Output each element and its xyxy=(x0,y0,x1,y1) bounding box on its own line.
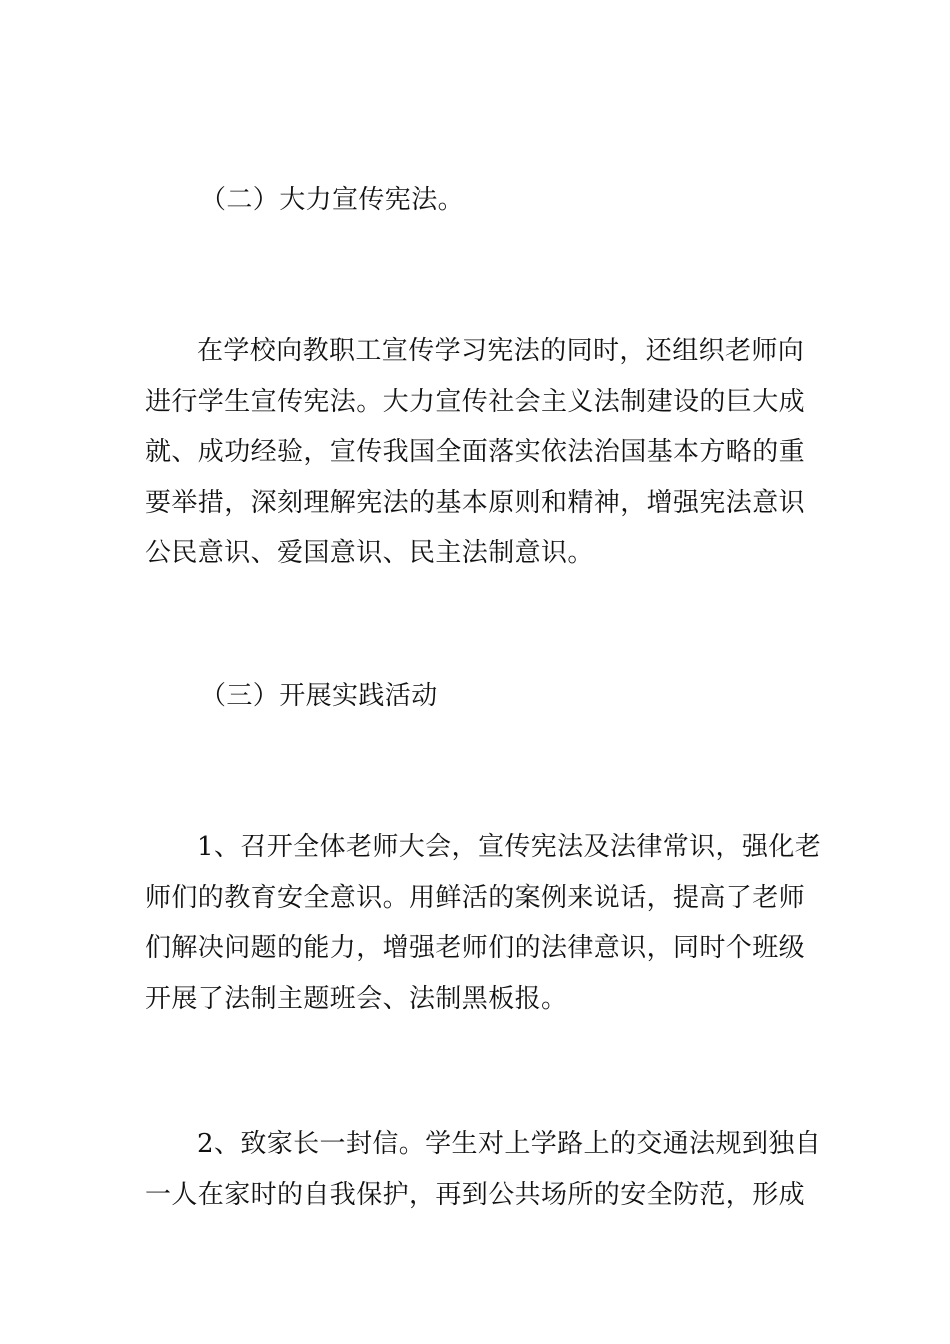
paragraph-line: 2、致家长一封信。学生对上学路上的交通法规到独自 xyxy=(197,1129,822,1159)
paragraph-line: 一人在家时的自我保护，再到公共场所的安全防范，形成 xyxy=(145,1179,806,1210)
paragraph-line: 师们的教育安全意识。用鲜活的案例来说话，提高了老师 xyxy=(145,882,806,913)
paragraph-line: 要举措，深刻理解宪法的基本原则和精神，增强宪法意识 xyxy=(145,487,806,518)
paragraph-line: 公民意识、爱国意识、民主法制意识。 xyxy=(145,538,594,568)
paragraph-line: 在学校向教职工宣传学习宪法的同时，还组织老师向 xyxy=(197,336,805,366)
paragraph-line: 们解决问题的能力，增强老师们的法律意识，同时个班级 xyxy=(145,933,806,963)
paragraph-item-1 xyxy=(145,822,822,1024)
paragraph-line: 开展了法制主题班会、法制黑板报。 xyxy=(145,983,568,1014)
paragraph-line: 进行学生宣传宪法。大力宣传社会主义法制建设的巨大成 xyxy=(145,386,806,417)
paragraph-item-2 xyxy=(145,1119,822,1220)
section-heading-2: （二）大力宣传宪法。 xyxy=(200,185,465,215)
paragraph-line: 1、召开全体老师大会，宣传宪法及法律常识，强化老 xyxy=(197,832,822,862)
paragraph-constitution xyxy=(145,326,807,579)
paragraph-line: 就、成功经验，宣传我国全面落实依法治国基本方略的重 xyxy=(145,437,806,467)
section-heading-3: （三）开展实践活动 xyxy=(200,681,438,711)
